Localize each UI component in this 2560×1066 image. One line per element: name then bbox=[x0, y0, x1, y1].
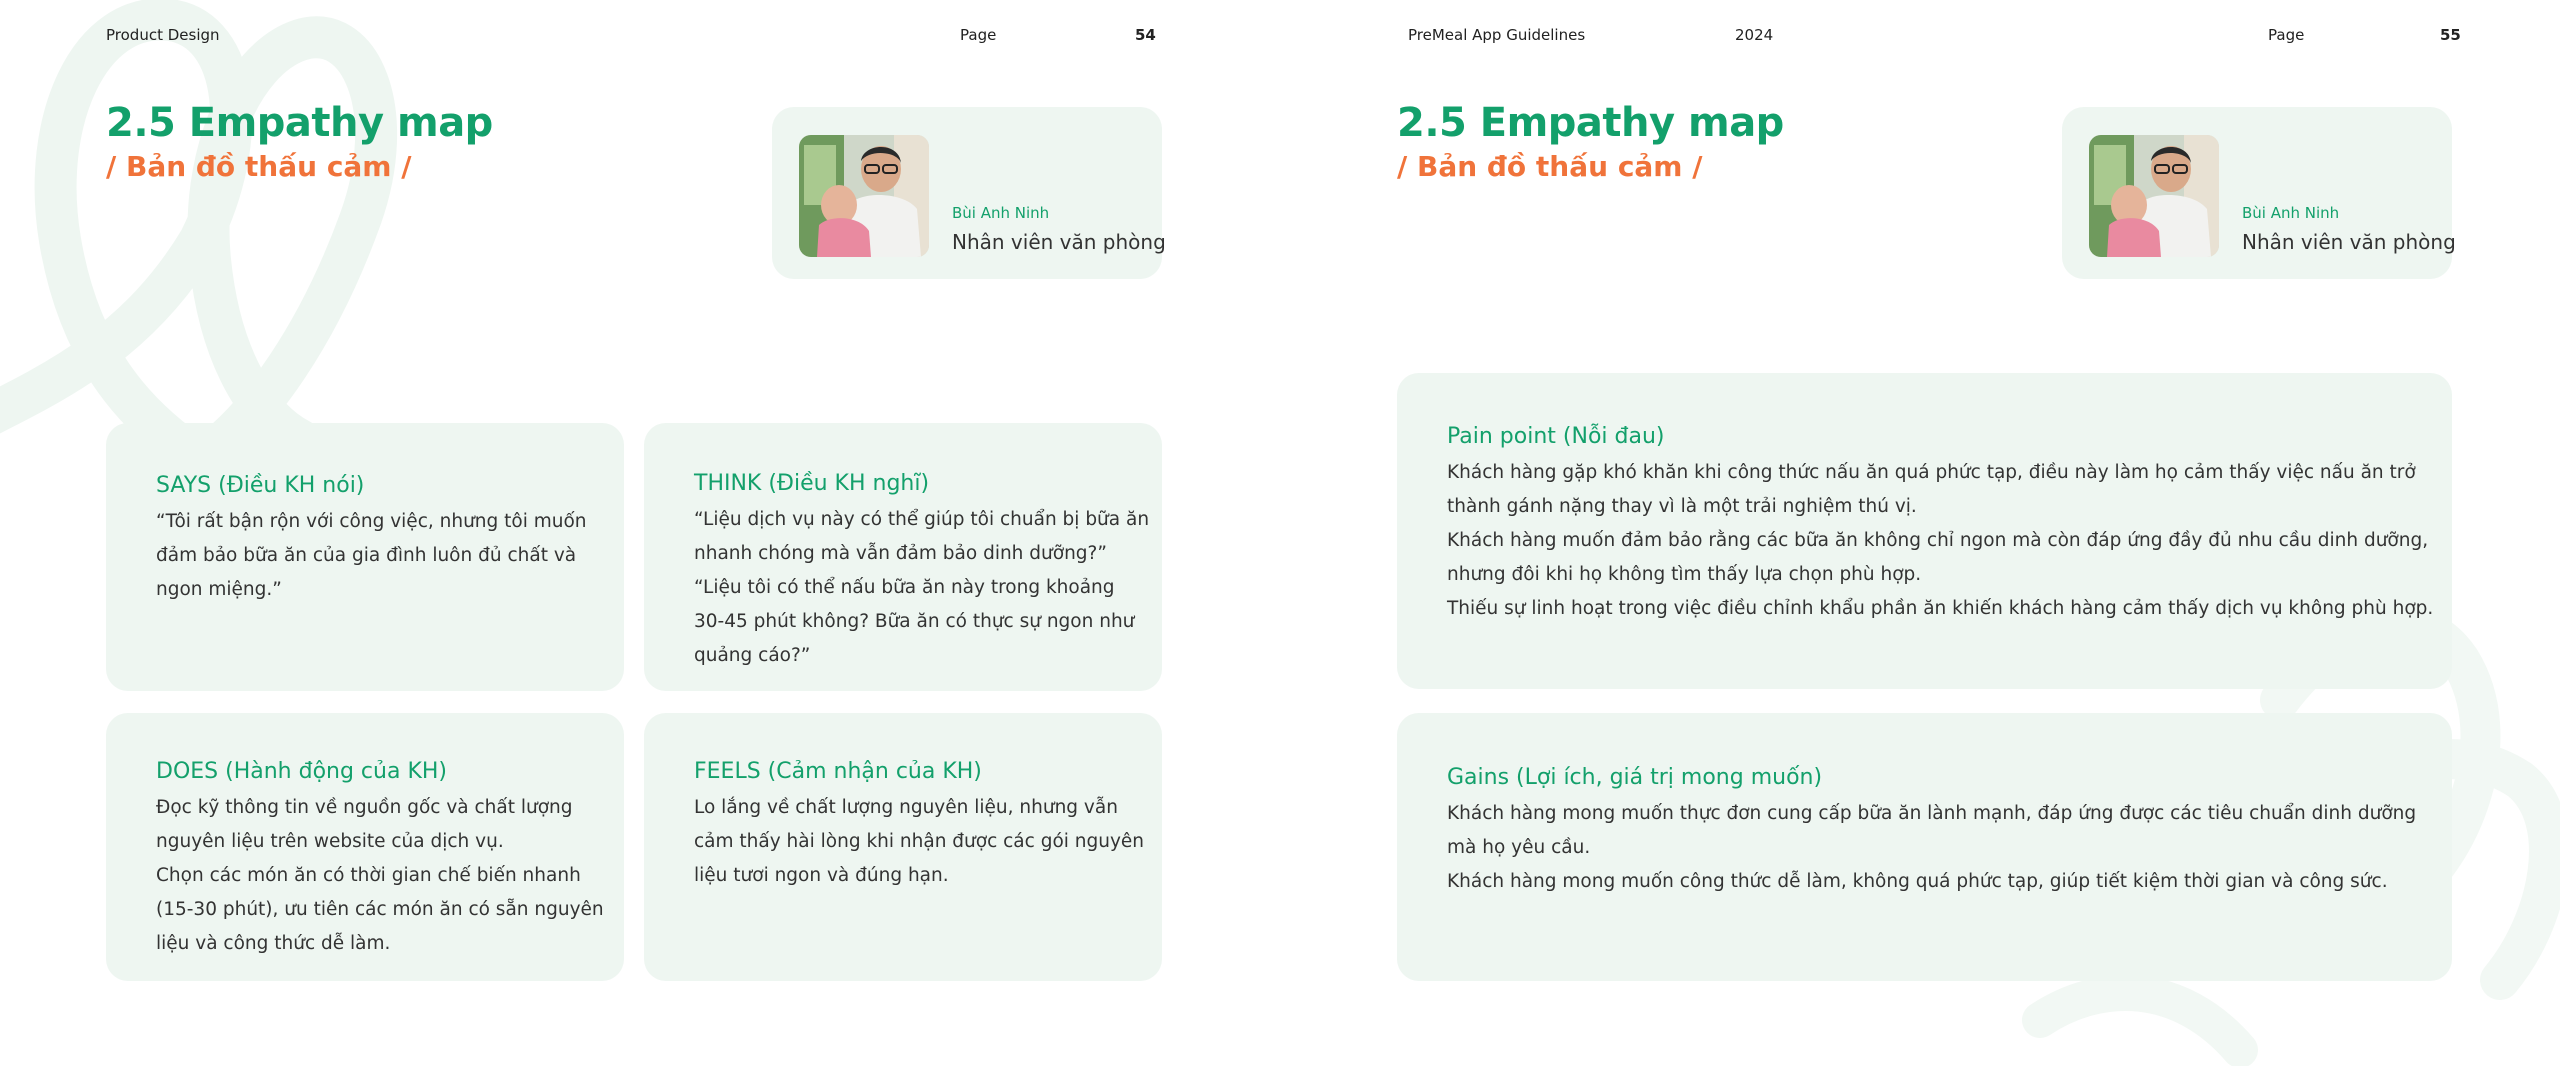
header-page-label: Page bbox=[960, 26, 997, 44]
persona-role: Nhân viên văn phòng bbox=[952, 230, 1166, 254]
feels-line: liệu tươi ngon và đúng hạn. bbox=[694, 865, 949, 886]
pain-point-line: Khách hàng muốn đảm bảo rằng các bữa ăn không chỉ ngon mà còn đáp ứng đầy đủ nhu cầu dinh dưỡng, bbox=[1447, 530, 2429, 551]
pain-point-line: Thiếu sự linh hoạt trong việc điều chỉnh khẩu phần ăn khiến khách hàng cảm thấy dịch vụ không phù hợp. bbox=[1447, 598, 2434, 619]
gains-title: Gains (Lợi ích, giá trị mong muốn) bbox=[1447, 765, 1823, 790]
gains-card bbox=[1397, 713, 2452, 981]
persona-role: Nhân viên văn phòng bbox=[2242, 230, 2456, 254]
header-page-number: 55 bbox=[2440, 26, 2461, 44]
page-title: 2.5 Empathy map bbox=[106, 100, 493, 146]
pain-point-line: thành gánh nặng thay vì là một trải nghiệm thú vị. bbox=[1447, 496, 1917, 517]
says-line: đảm bảo bữa ăn của gia đình luôn đủ chất và bbox=[156, 545, 577, 566]
page-subtitle: / Bản đồ thấu cảm / bbox=[1397, 150, 1703, 183]
says-title: SAYS (Điều KH nói) bbox=[156, 473, 365, 498]
think-line: 30-45 phút không? Bữa ăn có thực sự ngon như bbox=[694, 611, 1135, 632]
says-line: ngon miệng.” bbox=[156, 579, 282, 600]
persona-name: Bùi Anh Ninh bbox=[952, 204, 1050, 222]
header-section: Product Design bbox=[106, 26, 220, 44]
pain-point-card bbox=[1397, 373, 2452, 689]
page-subtitle: / Bản đồ thấu cảm / bbox=[106, 150, 412, 183]
gains-line: mà họ yêu cầu. bbox=[1447, 837, 1591, 858]
right-page bbox=[1280, 0, 2560, 1066]
header-page-number: 54 bbox=[1135, 26, 1156, 44]
think-title: THINK (Điều KH nghĩ) bbox=[694, 471, 930, 496]
pain-point-title: Pain point (Nỗi đau) bbox=[1447, 424, 1665, 449]
says-body bbox=[156, 505, 587, 607]
feels-card bbox=[644, 713, 1162, 981]
does-line: liệu và công thức dễ làm. bbox=[156, 933, 391, 954]
header-doc-title: PreMeal App Guidelines bbox=[1408, 26, 1586, 44]
feels-line: Lo lắng về chất lượng nguyên liệu, nhưng vẫn bbox=[694, 797, 1118, 818]
think-line: “Liệu dịch vụ này có thể giúp tôi chuẩn bị bữa ăn bbox=[694, 509, 1150, 530]
feels-body bbox=[694, 791, 1144, 893]
gains-line: Khách hàng mong muốn công thức dễ làm, không quá phức tạp, giúp tiết kiệm thời gian và công sức. bbox=[1447, 871, 2388, 892]
does-title: DOES (Hành động của KH) bbox=[156, 759, 447, 784]
persona-card bbox=[772, 107, 1166, 279]
avatar bbox=[799, 135, 929, 257]
gains-body bbox=[1447, 797, 2416, 899]
does-line: Đọc kỹ thông tin về nguồn gốc và chất lượng bbox=[156, 797, 573, 818]
does-card bbox=[106, 713, 624, 981]
page-title: 2.5 Empathy map bbox=[1397, 100, 1784, 146]
header-page-label: Page bbox=[2268, 26, 2305, 44]
gains-line: Khách hàng mong muốn thực đơn cung cấp bữa ăn lành mạnh, đáp ứng được các tiêu chuẩn dinh dưỡng bbox=[1447, 803, 2417, 824]
does-line: Chọn các món ăn có thời gian chế biến nhanh bbox=[156, 865, 581, 886]
says-card bbox=[106, 423, 624, 691]
does-body bbox=[156, 791, 604, 961]
think-card bbox=[644, 423, 1162, 691]
persona-card bbox=[2062, 107, 2456, 279]
persona-name: Bùi Anh Ninh bbox=[2242, 204, 2340, 222]
persona-photo bbox=[799, 135, 929, 257]
says-line: “Tôi rất bận rộn với công việc, nhưng tôi muốn bbox=[156, 511, 587, 532]
feels-title: FEELS (Cảm nhận của KH) bbox=[694, 759, 982, 784]
feels-line: cảm thấy hài lòng khi nhận được các gói nguyên bbox=[694, 831, 1145, 852]
think-line: nhanh chóng mà vẫn đảm bảo dinh dưỡng?” bbox=[694, 543, 1107, 564]
avatar bbox=[2089, 135, 2219, 257]
does-line: nguyên liệu trên website của dịch vụ. bbox=[156, 831, 504, 852]
pain-point-body bbox=[1447, 456, 2433, 626]
pain-point-line: Khách hàng gặp khó khăn khi công thức nấu ăn quá phức tạp, điều này làm họ cảm thấy việc nấu ăn trở bbox=[1447, 462, 2416, 483]
header-year: 2024 bbox=[1735, 26, 1774, 44]
does-line: (15-30 phút), ưu tiên các món ăn có sẵn nguyên bbox=[156, 899, 604, 920]
think-line: “Liệu tôi có thể nấu bữa ăn này trong khoảng bbox=[694, 577, 1115, 598]
think-line: quảng cáo?” bbox=[694, 645, 811, 666]
pain-point-line: nhưng đôi khi họ không tìm thấy lựa chọn phù hợp. bbox=[1447, 564, 1922, 585]
persona-photo bbox=[2089, 135, 2219, 257]
think-body bbox=[694, 503, 1149, 673]
